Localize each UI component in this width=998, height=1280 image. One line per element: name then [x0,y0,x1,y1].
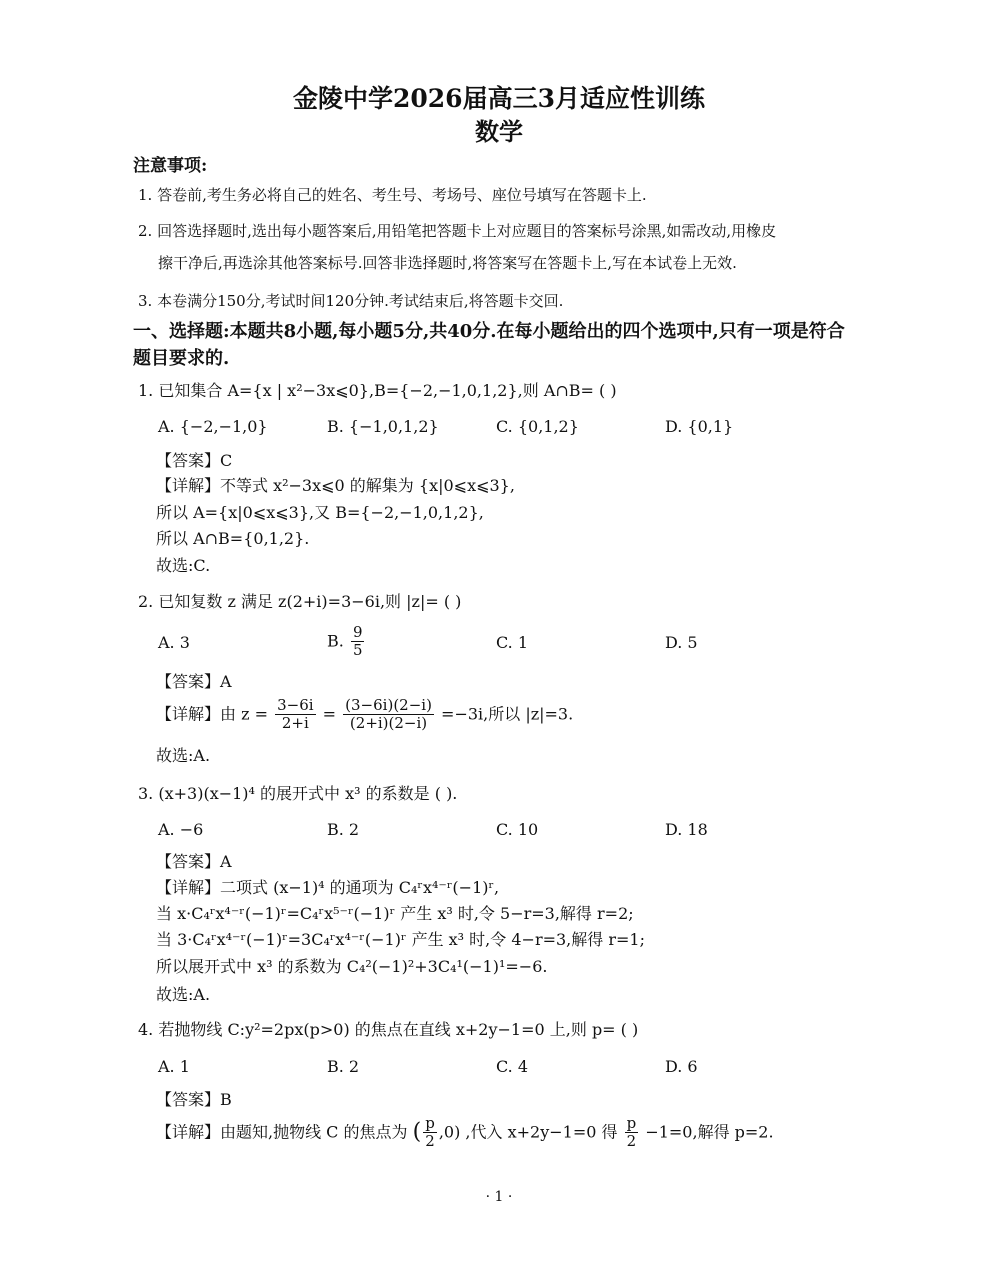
question-3-option-b: B. 2 [327,820,360,839]
question-4-answer: 【答案】B [156,1090,232,1109]
question-1-solution-line2: 所以 A={x|0⩽x⩽3},又 B={−2,−1,0,1,2}, [156,503,484,522]
notice-item-1: 1. 答卷前,考生务必将自己的姓名、考生号、考场号、座位号填写在答题卡上. [138,186,647,204]
notice-heading: 注意事项: [133,156,208,176]
fraction-denominator: 2 [425,1132,435,1151]
solution-prefix: 【详解】由题知,抛物线 C 的焦点为 [156,1122,408,1142]
question-1-solution-line3: 所以 A∩B={0,1,2}. [156,529,310,548]
solution-suffix: −1=0,解得 p=2. [645,1122,774,1142]
question-3-solution-line5: 故选:A. [156,985,211,1004]
page-number: · 1 · [485,1189,513,1205]
question-2-option-d: D. 5 [665,633,698,652]
question-4-option-b: B. 2 [327,1057,360,1076]
solution-fraction-2 [343,697,434,733]
fraction-denominator: 5 [352,641,363,660]
question-2-option-c: C. 1 [496,633,529,652]
solution-fraction-1 [275,697,315,733]
question-1-answer: 【答案】C [156,451,233,470]
question-2-stem: 2. 已知复数 z 满足 z(2+i)=3−6i,则 |z|= ( ) [138,592,462,611]
fraction-denominator: 2 [626,1132,637,1151]
question-3-option-c: C. 10 [496,820,539,839]
question-2-option-b [327,624,366,660]
exam-title: 金陵中学2026届高三3月适应性训练 [293,84,705,113]
question-1-stem: 1. 已知集合 A={x | x²−3x⩽0},B={−2,−1,0,1,2},则 A∩B= ( ) [138,381,617,400]
question-2-option-b-fraction [351,624,365,660]
question-3-solution-line4: 所以展开式中 x³ 的系数为 C₄²(−1)²+3C₄¹(−1)¹=−6. [156,957,548,976]
question-3-solution-line2: 当 x·C₄ʳx⁴⁻ʳ(−1)ʳ=C₄ʳx⁵⁻ʳ(−1)ʳ 产生 x³ 时,令 5−r=3,解得 r=2; [156,904,634,923]
equals-sign: = [322,704,337,724]
question-1-option-c: C. {0,1,2} [496,417,579,436]
fraction-numerator: p [425,1114,435,1132]
focus-fraction [423,1115,437,1151]
question-4-option-c: C. 4 [496,1057,529,1076]
solution-prefix: 【详解】由 z = [156,704,269,724]
question-3-answer: 【答案】A [156,852,232,871]
question-1-option-b: B. {−1,0,1,2} [327,417,439,436]
fraction-numerator: p [626,1114,637,1132]
question-4-option-d: D. 6 [665,1057,698,1076]
question-1-solution-line1: 【详解】不等式 x²−3x⩽0 的解集为 {x|0⩽x⩽3}, [156,476,515,495]
subject-title: 数学 [475,117,523,146]
question-1-option-d: D. {0,1} [665,417,734,436]
fraction-denominator: 2+i [281,714,309,733]
question-3-solution-line1: 【详解】二项式 (x−1)⁴ 的通项为 C₄ʳx⁴⁻ʳ(−1)ʳ, [156,878,500,897]
solution-middle: ,代入 x+2y−1=0 得 [465,1122,618,1142]
question-3-option-a: A. −6 [158,820,204,839]
notice-item-3: 3. 本卷满分150分,考试时间120分钟.考试结束后,将答题卡交回. [138,292,564,310]
fraction-denominator: (2+i)(2−i) [349,714,428,733]
close-paren: ,0) [438,1122,461,1142]
question-3-stem: 3. (x+3)(x−1)⁴ 的展开式中 x³ 的系数是 ( ). [138,784,458,803]
notice-item-2-line2: 擦干净后,再选涂其他答案标号.回答非选择题时,将答案写在答题卡上,写在本试卷上无效. [158,254,737,272]
open-paren: ( [412,1119,422,1145]
fraction-numerator: 9 [352,623,363,641]
question-2-solution [156,697,573,733]
fraction-numerator: (3−6i)(2−i) [345,696,432,714]
substitution-fraction [625,1115,639,1151]
solution-suffix: =−3i,所以 |z|=3. [441,704,574,724]
question-2-option-b-prefix: B. [327,631,344,651]
question-4-option-a: A. 1 [158,1057,190,1076]
question-1-option-a: A. {−2,−1,0} [158,417,268,436]
question-3-solution-line3: 当 3·C₄ʳx⁴⁻ʳ(−1)ʳ=3C₄ʳx⁴⁻ʳ(−1)ʳ 产生 x³ 时,令 4−r=3,解得 r=1; [156,930,645,949]
question-3-option-d: D. 18 [665,820,708,839]
question-2-answer: 【答案】A [156,672,232,691]
question-4-solution [156,1115,774,1151]
notice-item-2-line1: 2. 回答选择题时,选出每小题答案后,用铅笔把答题卡上对应题目的答案标号涂黑,如需改动,用橡皮 [138,222,777,240]
question-2-conclusion: 故选:A. [156,746,211,765]
question-1-solution-line4: 故选:C. [156,556,211,575]
section-heading-line1: 一、选择题:本题共8小题,每小题5分,共40分.在每小题给出的四个选项中,只有一项是符合 [133,321,845,342]
section-heading-line2: 题目要求的. [133,348,230,369]
question-4-stem: 4. 若抛物线 C:y²=2px(p>0) 的焦点在直线 x+2y−1=0 上,则 p= ( ) [138,1020,639,1039]
fraction-numerator: 3−6i [277,696,314,714]
question-2-option-a: A. 3 [158,633,190,652]
